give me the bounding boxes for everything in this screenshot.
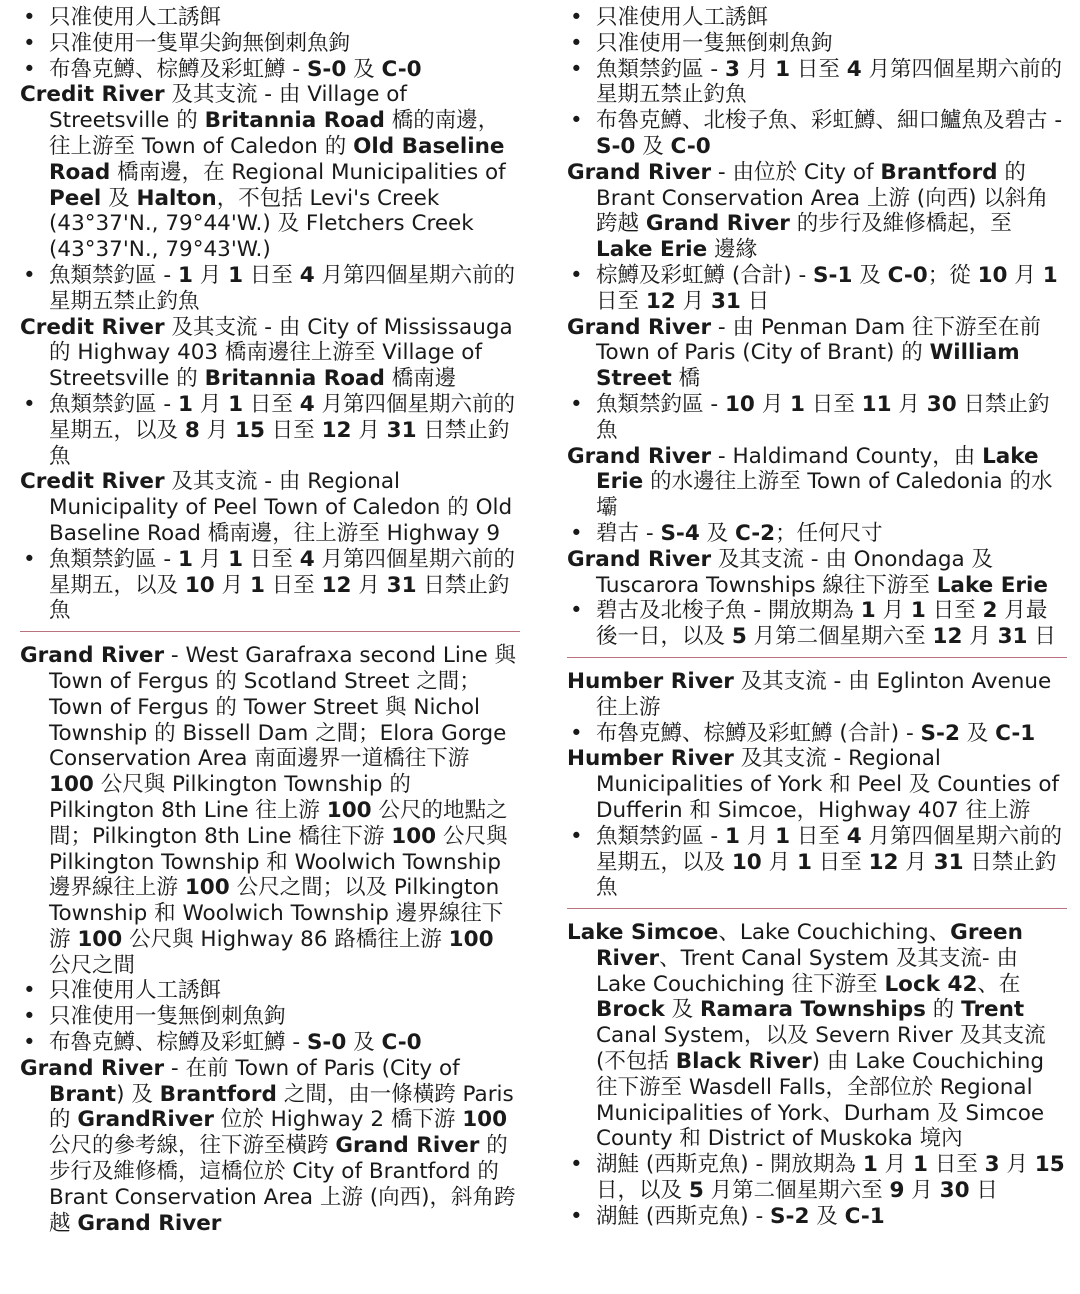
text-run: 橋: [671, 366, 701, 392]
bold-text: C-0: [381, 56, 422, 82]
regulation-bullet: [20, 978, 520, 1004]
text-run: 月: [192, 262, 229, 288]
text-run: 月第四個星期六前的星期五，以及: [49, 546, 516, 598]
text-run: 月: [754, 391, 791, 417]
bold-text: 1: [913, 1152, 928, 1178]
text-run: 日至: [596, 288, 646, 314]
regulation-bullet: [567, 108, 1067, 160]
text-run: 位於 Highway 2 橋下游: [213, 1107, 463, 1133]
text-run: 只准使用人工誘餌: [596, 5, 769, 30]
bold-text: 31: [710, 288, 741, 314]
bold-text: S-4: [660, 520, 700, 546]
text-run: 碧古 -: [596, 520, 661, 546]
bold-text: Trent: [961, 997, 1025, 1023]
bold-text: 5: [688, 1178, 704, 1204]
text-run: 月: [351, 417, 387, 443]
bold-text: Humber River: [567, 668, 734, 694]
text-run: 日至: [243, 546, 300, 572]
text-run: 只准使用人工誘餌: [49, 5, 222, 30]
bold-text: Grand River: [567, 546, 712, 572]
text-run: 布魯克鱒、北梭子魚、彩虹鱒、細口鱸魚及碧古 -: [596, 108, 1063, 134]
regulation-bullet: [567, 1152, 1067, 1204]
bold-text: 10: [184, 572, 215, 598]
bold-text: 9: [889, 1178, 905, 1204]
text-run: 日至: [805, 391, 862, 417]
text-run: 公尺之間: [49, 952, 136, 978]
regulation-bullet: [567, 31, 1067, 57]
text-run: 日至: [927, 1152, 985, 1178]
text-run: 魚類禁釣區 -: [49, 262, 178, 288]
text-run: 棕鱒及彩虹鱒 (合計) -: [596, 262, 814, 288]
text-run: 魚類禁釣區 -: [596, 391, 725, 417]
text-run: 月: [1007, 262, 1043, 288]
text-run: 公尺與 Highway 86 路橋往上游: [122, 926, 449, 952]
bold-text: 1: [862, 1152, 878, 1178]
text-run: 日: [969, 1178, 998, 1204]
text-run: 月第四個星期六前的星期五，以及: [596, 823, 1063, 875]
bold-text: 100: [326, 797, 372, 823]
bold-text: 12: [321, 572, 352, 598]
bold-text: Humber River: [567, 746, 734, 772]
bold-text: 3: [984, 1152, 1000, 1178]
bold-text: Brantford: [880, 159, 998, 185]
text-run: 日: [1027, 624, 1056, 650]
waterbody-heading: [20, 1056, 520, 1237]
bold-text: 4: [846, 823, 862, 849]
bold-text: 1: [249, 572, 265, 598]
bold-text: 1: [775, 56, 791, 82]
regulation-bullet: [567, 57, 1067, 109]
text-run: 日禁止釣魚: [49, 417, 510, 469]
text-run: 月: [962, 624, 998, 650]
text-run: 及: [346, 56, 382, 82]
text-run: 月: [761, 849, 797, 875]
bold-text: 1: [177, 546, 193, 572]
text-run: 日禁止釣魚: [596, 391, 1050, 443]
waterbody-heading: [567, 669, 1067, 721]
bold-text: S-2: [920, 720, 960, 746]
bold-text: 1: [228, 262, 244, 288]
bold-text: C-0: [670, 133, 711, 159]
text-run: 公尺的地點之間；Pilkington 8th Line 橋往下游: [49, 797, 508, 849]
text-run: 日禁止釣魚: [49, 572, 510, 624]
regulation-section: [567, 5, 1067, 650]
text-run: 及: [699, 520, 735, 546]
waterbody-heading: [20, 82, 520, 263]
bold-text: 31: [933, 849, 964, 875]
bold-text: S-2: [770, 1203, 810, 1229]
bold-text: Peel: [49, 185, 102, 211]
text-run: 月第四個星期六前的星期五禁止釣魚: [49, 262, 516, 314]
regulation-bullet: [20, 547, 520, 624]
bold-text: 1: [228, 546, 244, 572]
bold-text: 1: [796, 849, 812, 875]
text-run: 邊緣: [707, 237, 758, 263]
bold-text: Grand River: [645, 211, 790, 237]
text-run: 日禁止釣魚: [596, 849, 1057, 901]
text-run: 月: [351, 572, 387, 598]
regulation-section: [567, 669, 1067, 901]
text-run: 日至: [264, 572, 322, 598]
text-run: ，不包括 Levi's Creek (43°37'N., 79°44'W.) 及 Fletchers Creek (43°37'N., 79°43'W.): [49, 185, 474, 263]
bold-text: Credit River: [20, 82, 165, 108]
text-run: 及其支流 - 由 Onondaga 及 Tuscarora Townships 線往下游至: [596, 546, 993, 598]
bold-text: 1: [228, 391, 244, 417]
regulation-bullet: [567, 5, 1067, 31]
text-run: 日至: [790, 56, 847, 82]
text-run: 公尺之間；以及 Pilkington Township 和 Woolwich Township 邊界線往下游: [49, 875, 504, 952]
text-run: 公尺與 Pilkington Township 和 Woolwich Township 邊界線往上游: [49, 823, 508, 901]
text-run: 及其支流 - 由 Eglinton Avenue 往上游: [596, 668, 1052, 720]
regulation-bullet: [20, 57, 520, 83]
bold-text: 12: [868, 849, 899, 875]
bold-text: 100: [448, 926, 494, 952]
bold-text: Old Baseline Road: [49, 133, 505, 185]
text-run: 魚類禁釣區 -: [49, 546, 178, 572]
bold-text: 12: [645, 288, 676, 314]
bold-text: C-2: [734, 520, 776, 546]
regulation-bullet: [567, 521, 1067, 547]
text-run: 月: [877, 1152, 914, 1178]
bold-text: S-1: [813, 262, 853, 288]
text-run: 月第四個星期六前的星期五，以及: [49, 391, 516, 443]
bold-text: 4: [299, 262, 315, 288]
text-run: 月: [192, 546, 229, 572]
bold-text: S-0: [306, 1030, 347, 1056]
text-run: - 在前 Town of Paris (City of: [164, 1055, 460, 1081]
regulation-bullet: [20, 392, 520, 469]
text-run: - Haldimand County，由: [711, 443, 983, 469]
text-run: 日至: [790, 823, 847, 849]
text-run: 布魯克鱒、棕鱒及彩虹鱒 -: [49, 56, 307, 82]
bold-text: Lake Simcoe: [567, 920, 719, 946]
text-run: 月: [875, 598, 911, 624]
bold-text: Lake Erie: [936, 572, 1048, 598]
bold-text: 100: [391, 823, 437, 849]
bold-text: Black River: [675, 1049, 812, 1075]
bold-text: Britannia Road: [204, 366, 385, 392]
text-run: ；任何尺寸: [775, 520, 883, 546]
bold-text: 100: [77, 926, 123, 952]
text-run: 月第四個星期六前的星期五禁止釣魚: [596, 56, 1063, 108]
bold-text: 15: [1034, 1152, 1065, 1178]
text-run: 湖鮭 (西斯克魚) - 開放期為: [596, 1152, 863, 1178]
regulation-bullet: [567, 824, 1067, 901]
bold-text: 1: [790, 391, 805, 417]
text-run: ) 由 Lake Couchiching 往下游至 Wasdell Falls，全部位於 Regional Municipalities of York、Durham 及 Simcoe County 和 District of Muskoka 境內: [596, 1049, 1045, 1152]
regulation-bullet: [567, 721, 1067, 747]
bold-text: 11: [861, 391, 892, 417]
text-run: 月: [675, 288, 711, 314]
regulation-bullet: [567, 1204, 1067, 1230]
bold-text: 1: [910, 598, 926, 624]
bold-text: Lock 42: [884, 971, 978, 997]
regulation-bullet: [20, 1030, 520, 1056]
bold-text: Grand River: [567, 443, 712, 469]
bold-text: 1: [177, 391, 193, 417]
bold-text: Grand River: [77, 1210, 222, 1236]
regulation-bullet: [20, 5, 520, 31]
bold-text: 100: [184, 875, 230, 901]
bold-text: S-0: [306, 56, 347, 82]
bold-text: Brant: [49, 1081, 117, 1107]
text-run: 魚類禁釣區 -: [49, 391, 178, 417]
bold-text: Grand River: [567, 159, 712, 185]
text-run: 及: [635, 133, 671, 159]
text-run: 的: [925, 997, 962, 1023]
bold-text: 8: [184, 417, 200, 443]
waterbody-heading: [567, 547, 1067, 599]
bold-text: Ramara Townships: [699, 997, 926, 1023]
text-run: 公尺與 Pilkington Township 的 Pilkington 8th Line 往上游: [49, 772, 411, 823]
bold-text: 30: [939, 1178, 970, 1204]
section-divider: [567, 908, 1067, 909]
bold-text: 100: [462, 1107, 508, 1133]
text-run: 日至: [925, 598, 983, 624]
regulation-section: [567, 920, 1067, 1230]
bold-text: 1: [724, 823, 740, 849]
bold-text: Lake Erie: [596, 237, 708, 263]
left-column: [20, 5, 520, 1236]
text-run: 及: [101, 185, 137, 211]
bold-text: 31: [997, 624, 1028, 650]
text-run: 只准使用一隻無倒刺魚鉤: [596, 30, 833, 56]
regulation-bullet: [20, 31, 520, 57]
bold-text: Britannia Road: [204, 108, 385, 134]
text-run: 湖鮭 (西斯克魚) -: [596, 1203, 771, 1229]
bold-text: Brock: [596, 997, 665, 1023]
text-run: 碧古及北梭子魚 - 開放期為: [596, 598, 861, 624]
bold-text: C-0: [887, 262, 928, 288]
text-run: 公尺的參考線，往下游至橫跨: [49, 1133, 336, 1159]
text-run: 日，以及: [596, 1178, 689, 1204]
bold-text: Grand River: [567, 314, 712, 340]
text-run: 的水邊往上游至 Town of Caledonia 的水壩: [596, 469, 1053, 521]
bold-text: C-0: [381, 1030, 422, 1056]
text-run: 橋的南邊，往上游至 Town of Caledon 的: [49, 108, 500, 159]
text-run: 日至: [243, 391, 300, 417]
bold-text: GrandRiver: [77, 1107, 214, 1133]
bold-text: Grand River: [335, 1133, 480, 1159]
waterbody-heading: [567, 746, 1067, 823]
bold-text: 1: [775, 823, 791, 849]
regulation-bullet: [567, 598, 1067, 650]
text-run: ；從: [927, 262, 978, 288]
waterbody-heading: [567, 920, 1067, 1152]
text-run: 及其支流 - 由 City of Mississauga 的 Highway 403 橋南邊往上游至 Village of Streetsville 的: [49, 314, 513, 392]
text-run: 日至: [243, 262, 300, 288]
text-run: 月: [999, 1152, 1035, 1178]
text-run: 只准使用人工誘餌: [49, 978, 222, 1004]
text-run: 月: [739, 56, 776, 82]
bold-text: Credit River: [20, 314, 165, 340]
text-run: 、Lake Couchiching、: [718, 920, 951, 946]
regulation-bullet: [567, 392, 1067, 444]
text-run: 及: [346, 1030, 382, 1056]
bold-text: Lake Erie: [596, 443, 1039, 495]
bold-text: 4: [299, 546, 315, 572]
bold-text: C-1: [844, 1203, 885, 1229]
waterbody-heading: [20, 643, 520, 978]
text-run: 月第二個星期六至: [746, 624, 933, 650]
bold-text: 1: [177, 262, 193, 288]
right-column: [567, 5, 1067, 1230]
bold-text: 10: [731, 849, 762, 875]
regulation-bullet: [20, 263, 520, 315]
text-run: 及: [852, 262, 888, 288]
bold-text: 10: [724, 391, 755, 417]
bold-text: 4: [299, 391, 315, 417]
section-divider: [20, 631, 520, 632]
text-run: 布魯克鱒、棕鱒及彩虹鱒 (合計) -: [596, 720, 921, 746]
waterbody-heading: [567, 315, 1067, 392]
bold-text: 15: [234, 417, 265, 443]
text-run: 日至: [264, 417, 322, 443]
bold-text: 10: [977, 262, 1008, 288]
bold-text: 30: [926, 391, 957, 417]
bold-text: 100: [49, 772, 94, 798]
text-run: 的步行及維修橋，這橋位於 City of Brantford 的 Brant Conservation Area 上游 (向西)，斜角跨越: [49, 1133, 516, 1236]
bold-text: Grand River: [20, 1055, 165, 1081]
text-run: 布魯克鱒、棕鱒及彩虹鱒 -: [49, 1030, 307, 1056]
text-run: 魚類禁釣區 -: [596, 823, 725, 849]
waterbody-heading: [567, 444, 1067, 521]
text-run: ) 及: [116, 1081, 160, 1107]
regulation-section: [20, 643, 520, 1236]
text-run: 及其支流 - 由 Regional Municipality of Peel Town of Caledon 的 Old Baseline Road 橋南邊，往上游至 Highway 9: [49, 469, 513, 546]
text-run: 、Trent Canal System 及其支流- 由 Lake Couchiching 往下游至: [596, 945, 1018, 997]
text-run: 及: [664, 997, 700, 1023]
text-run: 月: [904, 1178, 940, 1204]
text-run: 月: [192, 391, 229, 417]
text-run: 月: [214, 572, 250, 598]
text-run: 、在: [977, 971, 1021, 997]
waterbody-heading: [567, 160, 1067, 263]
bold-text: C-1: [995, 720, 1036, 746]
text-run: 及其支流 - 由 Village of Streetsville 的: [49, 82, 407, 134]
text-run: 橋南邊，在 Regional Municipalities of: [110, 159, 506, 185]
bold-text: 31: [386, 417, 417, 443]
bold-text: 4: [846, 56, 862, 82]
text-run: 月: [891, 391, 927, 417]
bold-text: 1: [860, 598, 876, 624]
regulation-bullet: [20, 1004, 520, 1030]
regulation-section: [20, 5, 520, 624]
text-run: 月: [739, 823, 776, 849]
bold-text: Credit River: [20, 469, 165, 495]
regulation-bullet: [567, 263, 1067, 315]
text-run: - 由位於 City of: [711, 159, 881, 185]
bold-text: Brantford: [159, 1081, 277, 1107]
text-run: 的 Brant Conservation Area 上游 (向西) 以斜角跨越: [596, 159, 1048, 237]
text-run: 及: [959, 720, 996, 746]
text-run: 只准使用一隻無倒刺魚鉤: [49, 1004, 286, 1030]
bold-text: 5: [731, 624, 747, 650]
text-run: 日: [740, 288, 770, 314]
text-run: 魚類禁釣區 -: [596, 56, 725, 82]
text-run: 及: [809, 1203, 845, 1229]
text-run: - West Garafraxa second Line 與 Town of Fergus 的 Scotland Street 之間；Town of Fergus 的 Tower Street 與 Nichol Township 的 Bissell Dam 之間；Elora Gorge Conservation Area 南面邊界一道橋往下游: [49, 643, 517, 772]
text-run: 月第二個星期六至: [703, 1178, 890, 1204]
bold-text: Halton: [136, 185, 217, 211]
bold-text: 31: [386, 572, 417, 598]
waterbody-heading: [20, 469, 520, 546]
waterbody-heading: [20, 315, 520, 392]
text-run: 月最後一日，以及: [596, 598, 1048, 650]
text-run: - 由 Penman Dam 往下游至在前 Town of Paris (City of Brant) 的: [596, 314, 1041, 366]
bold-text: William Street: [596, 340, 1020, 392]
bold-text: 1: [1042, 262, 1058, 288]
text-run: 只准使用一隻單尖鉤無倒刺魚鉤: [49, 30, 351, 56]
bold-text: 2: [982, 598, 998, 624]
text-run: 月: [199, 417, 235, 443]
text-run: 日至: [811, 849, 869, 875]
text-run: 橋南邊: [384, 366, 457, 392]
bold-text: S-0: [596, 133, 636, 159]
text-run: 月: [898, 849, 934, 875]
section-divider: [567, 657, 1067, 658]
text-run: Canal System，以及 Severn River 及其支流 (不包括: [596, 1023, 1046, 1075]
bold-text: 3: [724, 56, 740, 82]
text-run: 及其支流 - Regional Municipalities of York 和 Peel 及 Counties of Dufferin 和 Simcoe，Highway 407 往上游: [596, 746, 1060, 823]
text-run: 之間，由一條橫跨 Paris 的: [49, 1081, 514, 1133]
bold-text: 12: [932, 624, 963, 650]
bold-text: Grand River: [20, 643, 165, 669]
bold-text: Green River: [596, 920, 1023, 971]
text-run: 的步行及維修橋起，至: [789, 211, 1012, 237]
bold-text: 12: [321, 417, 352, 443]
